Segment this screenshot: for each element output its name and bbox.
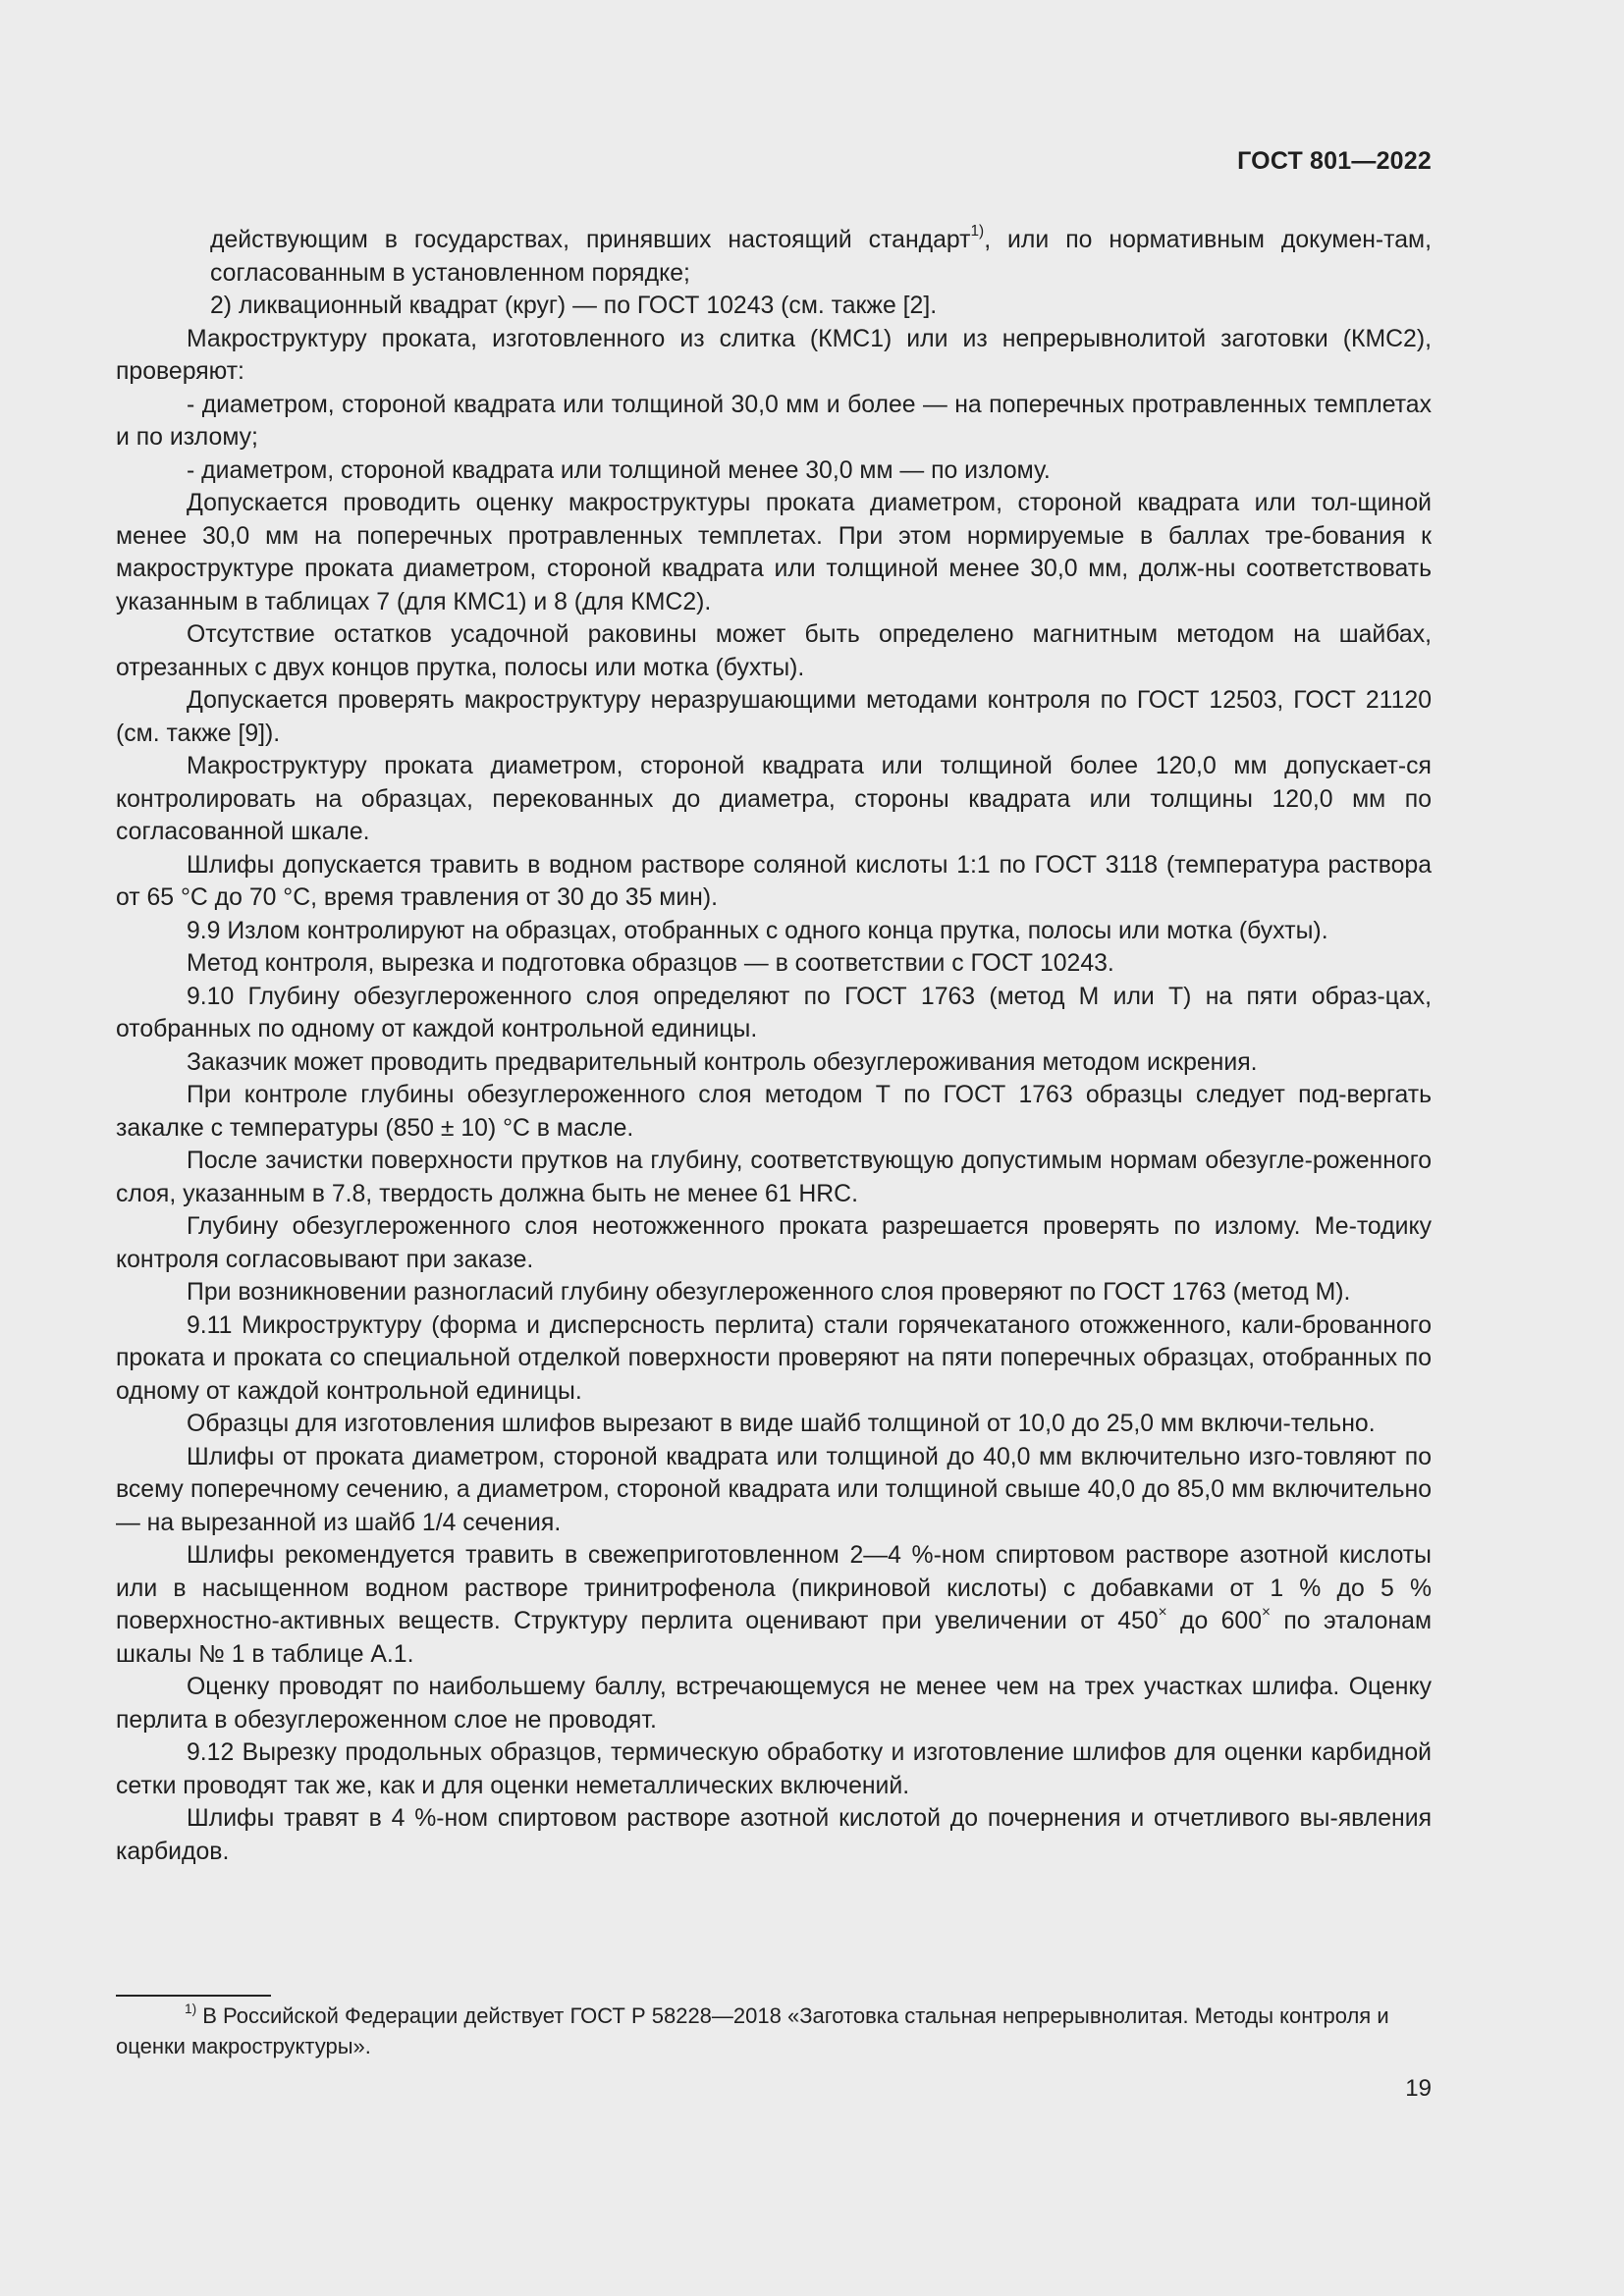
paragraph: Отсутствие остатков усадочной раковины может быть определено магнитным методом на шайбах, отрезанных с двух концов прутка, полосы или мотка (бухты). (116, 621, 1432, 681)
document-code-header: ГОСТ 801—2022 (1237, 147, 1432, 175)
paragraph: Допускается проводить оценку макроструктуры проката диаметром, стороной квадрата или тол-щиной менее 30,0 мм на поперечных протравленных темплетах. При этом нормируемые в баллах тре-бования к макроструктуре проката диаметром, стороной квадрата или толщиной менее 30,0 мм, долж-ны соответствовать указанным в таблицах 7 (для КМС1) и 8 (для КМС2). (116, 490, 1432, 615)
paragraph: Оценку проводят по наибольшему баллу, встречающемуся не менее чем на трех участках шлифа. Оценку перлита в обезуглероженном слое не проводят. (116, 1674, 1432, 1734)
paragraph: При возникновении разногласий глубину обезуглероженного слоя проверяют по ГОСТ 1763 (метод М). (187, 1279, 1351, 1306)
page-number: 19 (1405, 2075, 1432, 2102)
paragraph: При контроле глубины обезуглероженного слоя методом Т по ГОСТ 1763 образцы следует под-вергать закалке с температуры (850 ± 10) °С в масле. (116, 1082, 1432, 1142)
footnote-ref[interactable]: 1) (970, 223, 985, 240)
paragraph: Макроструктуру проката, изготовленного из слитка (КМС1) или из непрерывнолитой заготовки (КМС2), проверяют: (116, 325, 1432, 385)
footnote: $^{1)}$ В Российской Федерации действует ГОСТ Р 58228—2018 «Заготовка стальная непрерывнолитая. Методы контроля и оценки макроструктуры». (116, 2001, 1389, 2058)
footnote-marker: 1) (185, 2001, 197, 2016)
paragraph: Макроструктуру проката диаметром, стороной квадрата или толщиной более 120,0 мм допускает-ся контролировать на образцах, перекованных до диаметра, стороны квадрата или толщины 120,0 мм по согласованной шкале. (116, 753, 1432, 845)
section-9-11: 9.11 Микроструктуру (форма и дисперсность перлита) стали горячекатаного отожженного, кали-брованного проката и проката со специальной отделкой поверхности проверяют на пяти поперечных образцах, отобранных по одному от каждой контрольной единицы. (116, 1311, 1432, 1405)
section-9-9: 9.9 Излом контролируют на образцах, отобранных с одного конца прутка, полосы или мотка (бухты). (187, 917, 1328, 944)
paragraph: Шлифы рекомендуется травить в свежеприготовленном 2—4 %-ном спиртовом растворе азотной кислоты или в насыщенном водном растворе тринитрофенола (пикриновой кислоты) с добавками от 1 % до 5 % поверхностно-активных веществ. Структуру перлита оценивают при увеличении от 450× до 600× по эталонам шкалы № 1 в таблице А.1. (116, 1542, 1432, 1668)
paragraph: Шлифы допускается травить в водном растворе соляной кислоты 1:1 по ГОСТ 3118 (температура раствора от 65 °С до 70 °С, время травления от 30 до 35 мин). (116, 851, 1432, 911)
paragraph: Заказчик может проводить предварительный контроль обезуглероживания методом искрения. (187, 1048, 1258, 1076)
paragraph: Метод контроля, вырезка и подготовка образцов — в соответствии с ГОСТ 10243. (187, 950, 1114, 977)
section-9-12: 9.12 Вырезку продольных образцов, термическую обработку и изготовление шлифов для оценки карбидной сетки проводят так же, как и для оценки неметаллических включений. (116, 1739, 1432, 1799)
page-body (116, 224, 1432, 1868)
list-item: - диаметром, стороной квадрата или толщиной менее 30,0 мм — по излому. (187, 456, 1051, 484)
paragraph: Глубину обезуглероженного слоя неотожженного проката разрешается проверять по излому. Ме-тодику контроля согласовывают при заказе. (116, 1213, 1432, 1273)
section-9-10: 9.10 Глубину обезуглероженного слоя определяют по ГОСТ 1763 (метод М или Т) на пяти образ-цах, отобранных по одному от каждой контрольной единицы. (116, 983, 1432, 1042)
paragraph: После зачистки поверхности прутков на глубину, соответствующую допустимым нормам обезугле-роженного слоя, указанным в 7.8, твердость должна быть не менее 61 HRC. (116, 1148, 1432, 1207)
paragraph: Образцы для изготовления шлифов вырезают в виде шайб толщиной от 10,0 до 25,0 мм включи-тельно. (187, 1411, 1376, 1437)
list-item: 2) ликвационный квадрат (круг) — по ГОСТ 10243 (см. также [2]. (210, 293, 938, 319)
paragraph: Шлифы травят в 4 %-ном спиртовом растворе азотной кислотой до почернения и отчетливого вы-явления карбидов. (116, 1805, 1432, 1865)
list-item: - диаметром, стороной квадрата или толщиной 30,0 мм и более — на поперечных протравленных темплетах и по излому; (116, 391, 1432, 451)
footnote-separator (116, 1995, 271, 1997)
paragraph: Допускается проверять макроструктуру неразрушающими методами контроля по ГОСТ 12503, ГОСТ 21120 (см. также [9]). (116, 687, 1432, 747)
paragraph: Шлифы от проката диаметром, стороной квадрата или толщиной до 40,0 мм включительно изго-товляют по всему поперечному сечению, а диаметром, стороной квадрата или толщиной свыше 40,0 до 85,0 мм включительно — на вырезанной из шайб 1/4 сечения. (116, 1443, 1432, 1536)
paragraph: действующим в государствах, принявших настоящий стандарт$^{1)}$, или по нормативным докумен-там, согласованным в установленном порядке; (210, 223, 1432, 287)
